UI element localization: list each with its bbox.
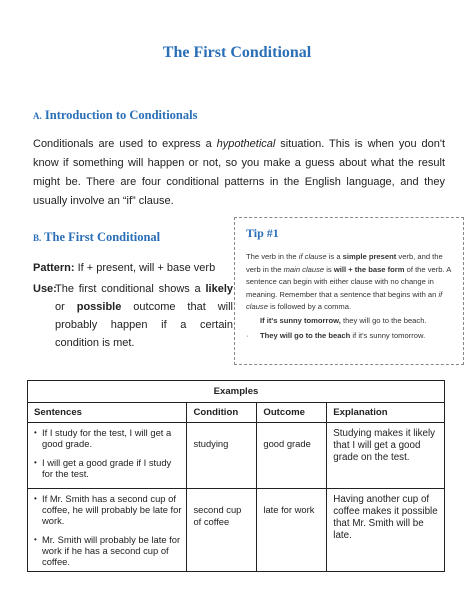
tip-text: of the verb. A sentence can begin with either clause with no change in meaning. Remember that a sentence that begins with an — [246, 264, 451, 299]
tip-example-bold: They will go to the beach — [260, 331, 351, 340]
table-row — [28, 423, 445, 489]
tip-title: Tip #1 — [246, 226, 279, 240]
intro-paragraph — [33, 135, 445, 211]
tip-example-rest: they will go to the beach. — [340, 316, 427, 325]
use-text-3: outcome that will probably happen if a certain condition is met. — [55, 301, 234, 349]
tip-text: The verb in the — [246, 252, 299, 261]
sentence-item: • If Mr. Smith has a second cup of coffee, he will probably be late for work. — [34, 493, 182, 526]
tip-example-rest: if it's sunny tomorrow. — [350, 331, 426, 340]
use-text — [55, 280, 233, 352]
section-b-letter: B. — [33, 233, 42, 243]
use-text-1: The first conditional shows a — [55, 283, 206, 295]
sentence-item: • Mr. Smith will probably be late for work if he has a second cup of coffee. — [34, 534, 182, 567]
page-title: The First Conditional — [162, 44, 312, 61]
table-caption: Examples — [28, 381, 445, 403]
bullet-icon: · — [246, 331, 249, 340]
sentences-cell — [28, 489, 187, 572]
tip-term: main clause — [283, 264, 325, 274]
pattern-label: Pattern: — [33, 262, 75, 274]
condition-cell: studying — [187, 423, 257, 489]
outcome-cell: late for work — [257, 489, 327, 572]
sentence-item: • I will get a good grade if I study for the test. — [34, 457, 182, 479]
header-outcome: Outcome — [257, 403, 327, 423]
explanation-cell: Having another cup of coffee makes it possible that Mr. Smith will be late. — [327, 489, 445, 572]
sentences-cell — [28, 423, 187, 489]
examples-table — [27, 380, 445, 572]
pattern-line — [33, 262, 215, 274]
use-possible: possible — [76, 301, 122, 313]
condition-cell: second cup of coffee — [187, 489, 257, 572]
tip-term: simple present — [342, 252, 397, 261]
header-condition: Condition — [187, 403, 257, 423]
tip-text: is followed by a comma. — [267, 302, 352, 311]
use-text-2: or — [55, 301, 77, 313]
intro-emphasis: hypothetical — [216, 138, 276, 150]
explanation-cell: Studying makes it likely that I will get a good grade on the test. — [327, 423, 445, 489]
use-likely: likely — [205, 283, 233, 295]
sentence-item: • If I study for the test, I will get a good grade. — [34, 427, 182, 449]
tip-term: will + the base form — [333, 264, 405, 274]
tip-text: is — [324, 264, 334, 274]
section-a-heading — [33, 108, 197, 123]
tip-term: if clause — [298, 252, 327, 261]
section-b-title: The First Conditional — [44, 230, 161, 244]
tip-term: if clause — [246, 289, 443, 311]
tip-text: verb, and the verb in the — [246, 252, 443, 274]
use-label: Use: — [33, 283, 57, 295]
tip-example-1 — [246, 316, 461, 325]
intro-text-1: Conditionals are used to express a — [33, 138, 217, 150]
tip-body — [246, 251, 458, 314]
section-a-title: Introduction to Conditionals — [44, 108, 198, 122]
pattern-text: If + present, will + base verb — [74, 262, 216, 274]
header-explanation: Explanation — [327, 403, 445, 423]
section-a-letter: A. — [33, 111, 42, 121]
header-sentences: Sentences — [28, 403, 187, 423]
table-row — [28, 489, 445, 572]
tip-example-2 — [246, 331, 461, 340]
intro-text-2: situation. This is when you don't know if something will happen or not, so you make a guess about what the result might be. There are four conditional patterns in the English language, and they usually involve an “if” clause. — [33, 138, 445, 207]
tip-text: is a — [326, 252, 343, 261]
tip-box — [234, 217, 464, 365]
outcome-cell: good grade — [257, 423, 327, 489]
section-b-heading — [33, 230, 160, 245]
tip-example-bold: If it's sunny tomorrow, — [260, 316, 341, 325]
